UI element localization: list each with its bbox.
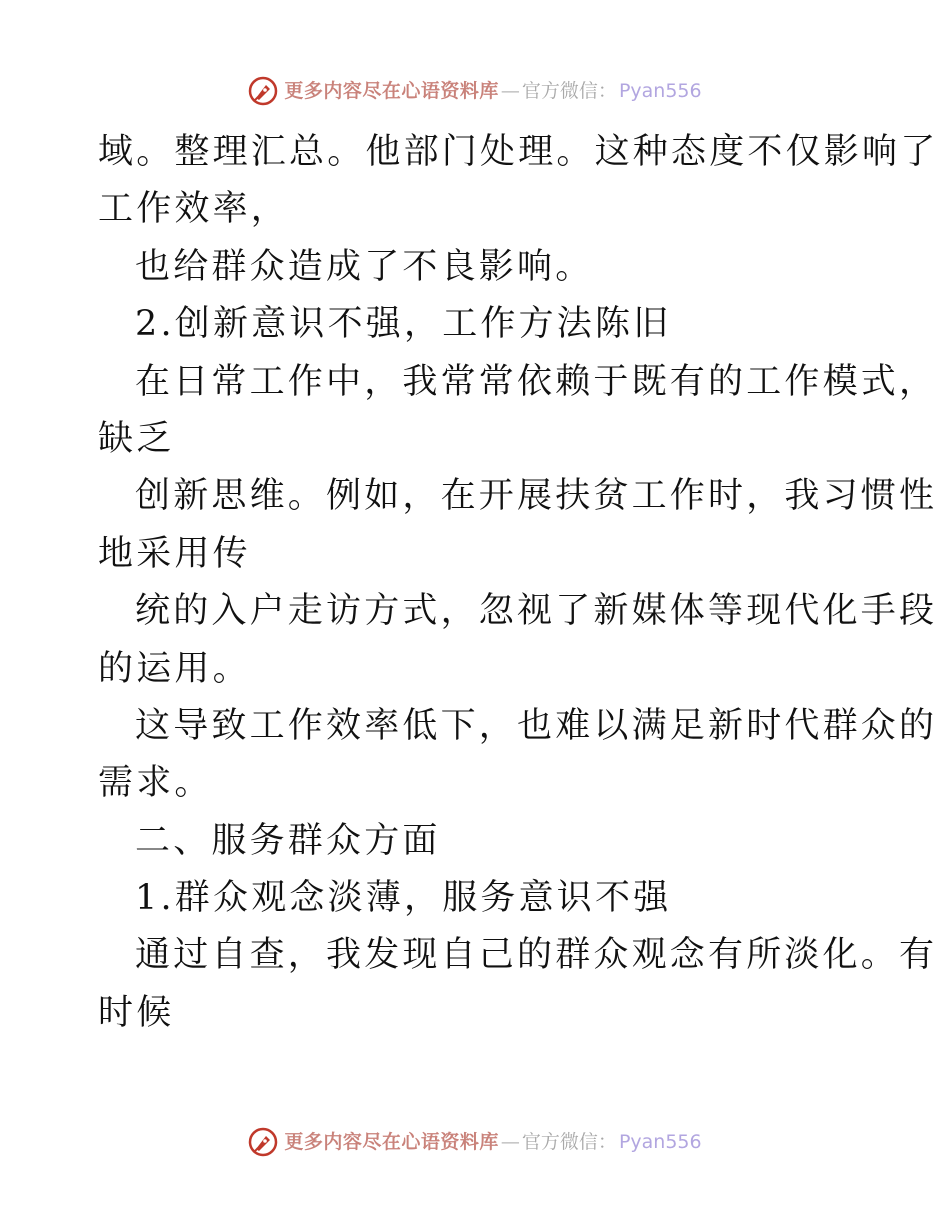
page-header-watermark	[0, 76, 950, 106]
text-line: 时候	[98, 992, 175, 1033]
watermark-separator: —	[500, 80, 520, 102]
watermark-label: 官方微信：	[521, 80, 617, 102]
text-line: 也给群众造成了不良影响。	[135, 246, 594, 287]
text-line: 创新思维。例如，在开展扶贫工作时，我习惯性	[135, 476, 938, 517]
text-line: 在日常工作中，我常常依赖于既有的工作模式，	[135, 361, 938, 402]
watermark-separator: —	[500, 1131, 520, 1153]
text-line: 的运用。	[98, 648, 251, 689]
text-line: 工作效率，	[98, 189, 290, 230]
section-heading: 二、服务群众方面	[135, 820, 441, 861]
section-subheading: 1.群众观念淡薄，服务意识不强	[135, 878, 672, 919]
pen-nib-logo-icon	[248, 1127, 278, 1157]
page-footer-watermark	[0, 1127, 950, 1157]
text-line: 这导致工作效率低下，也难以满足新时代群众的	[135, 705, 938, 746]
watermark-wechat-id: Pyan556	[618, 1131, 702, 1153]
section-subheading: 2.创新意识不强，工作方法陈旧	[135, 304, 672, 345]
watermark-main-text: 更多内容尽在心语资料库	[284, 80, 499, 102]
text-line: 缺乏	[98, 418, 175, 459]
text-line: 域。整理汇总。他部门处理。这种态度不仅影响了	[98, 132, 939, 172]
text-line: 地采用传	[98, 533, 251, 574]
document-body	[98, 124, 939, 1042]
watermark-label: 官方微信：	[521, 1131, 617, 1153]
text-line: 需求。	[98, 763, 213, 804]
text-line: 统的入户走访方式，忽视了新媒体等现代化手段	[135, 591, 938, 632]
text-line: 通过自查，我发现自己的群众观念有所淡化。有	[135, 935, 938, 976]
pen-nib-logo-icon	[248, 76, 278, 106]
watermark-main-text: 更多内容尽在心语资料库	[284, 1131, 499, 1153]
watermark-wechat-id: Pyan556	[618, 80, 702, 102]
